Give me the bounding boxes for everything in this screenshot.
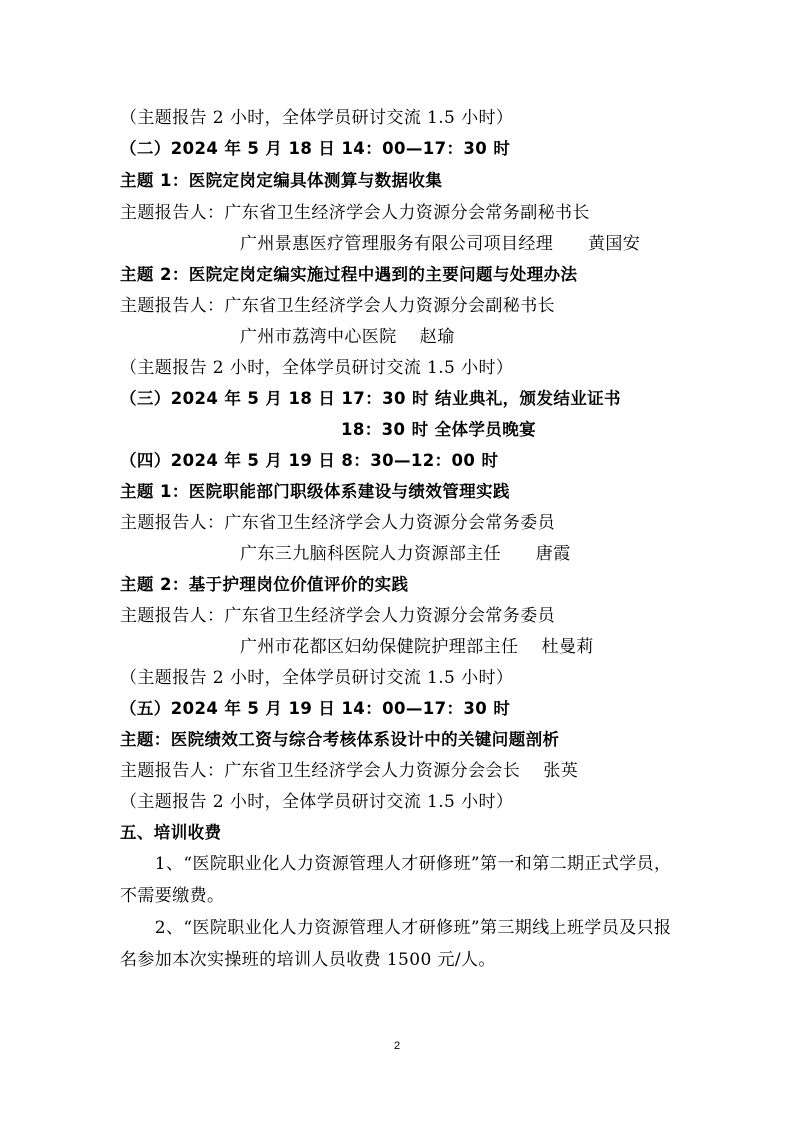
note-line: （主题报告 2 小时，全体学员研讨交流 1.5 小时） bbox=[120, 108, 514, 128]
session-heading: （二）2024 年 5 月 18 日 14：00—17：30 时 bbox=[120, 139, 511, 158]
topic-heading: 主题 2：医院定岗定编实施过程中遇到的主要问题与处理办法 bbox=[120, 265, 578, 284]
note-line: （主题报告 2 小时，全体学员研讨交流 1.5 小时） bbox=[120, 792, 514, 812]
speaker-line: 主题报告人：广东省卫生经济学会人力资源分会会长 张英 bbox=[120, 761, 579, 781]
speaker-org-line: 广东三九脑科医院人力资源部主任 唐霞 bbox=[240, 544, 571, 564]
speaker-org-line: 广州景惠医疗管理服务有限公司项目经理 黄国安 bbox=[240, 234, 641, 254]
speaker-line: 主题报告人：广东省卫生经济学会人力资源分会常务委员 bbox=[120, 606, 555, 626]
topic-heading: 主题 1：医院职能部门职级体系建设与绩效管理实践 bbox=[120, 482, 510, 501]
topic-heading: 主题：医院绩效工资与综合考核体系设计中的关键问题剖析 bbox=[120, 730, 560, 749]
topic-heading: 主题 2：基于护理岗位价值评价的实践 bbox=[120, 575, 409, 594]
speaker-org-line: 广州市荔湾中心医院 赵瑜 bbox=[240, 327, 455, 347]
session-heading: （五）2024 年 5 月 19 日 14：00—17：30 时 bbox=[120, 699, 511, 718]
session-heading: （四）2024 年 5 月 19 日 8：30—12：00 时 bbox=[120, 451, 499, 470]
note-line: （主题报告 2 小时，全体学员研讨交流 1.5 小时） bbox=[120, 668, 514, 688]
fee-paragraph-2: 2、“医院职业化人力资源管理人才研修班”第三期线上班学员及只报名参加本次实操班的培训人员收费 1500 元/人。 bbox=[120, 918, 672, 970]
speaker-line: 主题报告人：广东省卫生经济学会人力资源分会副秘书长 bbox=[120, 296, 555, 316]
section-heading: 五、培训收费 bbox=[120, 823, 222, 842]
fee-paragraph-1: 1、“医院职业化人力资源管理人才研修班”第一和第二期正式学员，不需要缴费。 bbox=[120, 854, 672, 906]
topic-heading: 主题 1：医院定岗定编具体测算与数据收集 bbox=[120, 171, 443, 190]
speaker-line: 主题报告人：广东省卫生经济学会人力资源分会常务委员 bbox=[120, 513, 555, 533]
speaker-line: 主题报告人：广东省卫生经济学会人力资源分会常务副秘书长 bbox=[120, 203, 590, 223]
speaker-org-line: 广州市花都区妇幼保健院护理部主任 杜曼莉 bbox=[240, 637, 594, 657]
session-subline: 18：30 时 全体学员晚宴 bbox=[341, 420, 537, 439]
note-line: （主题报告 2 小时，全体学员研讨交流 1.5 小时） bbox=[120, 358, 514, 378]
session-heading: （三）2024 年 5 月 18 日 17：30 时 结业典礼，颁发结业证书 bbox=[120, 389, 621, 408]
page-number: 2 bbox=[393, 1040, 401, 1052]
